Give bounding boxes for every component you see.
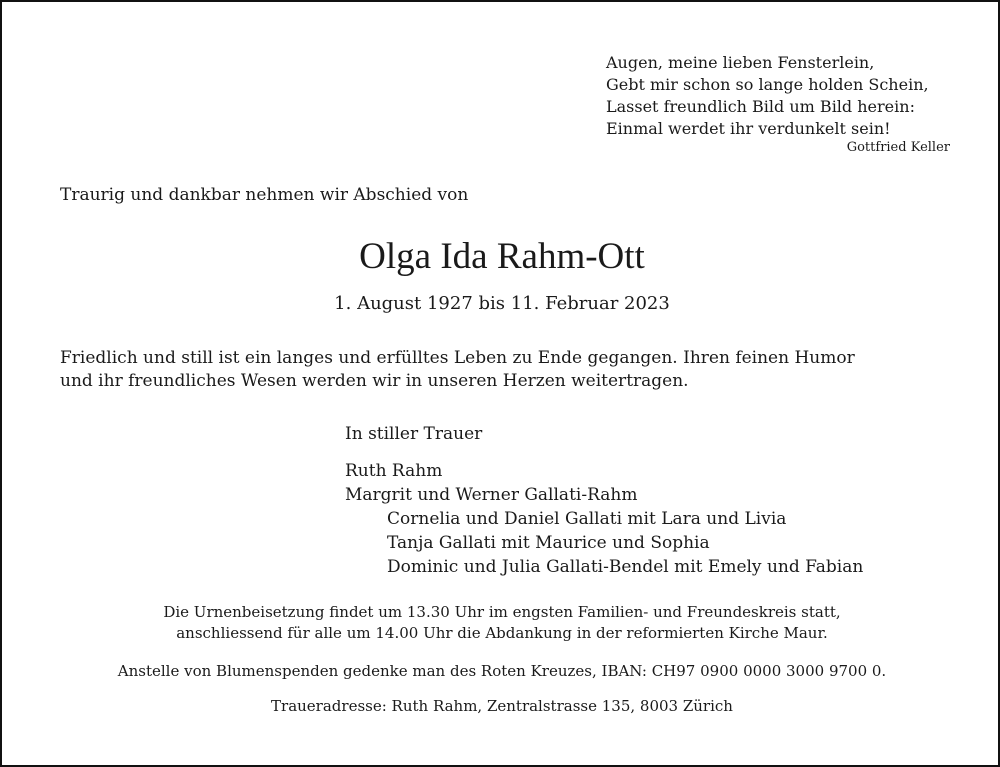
family-list: [345, 459, 863, 579]
grandchild-family: Cornelia und Daniel Gallati mit Lara und Livia: [387, 509, 787, 529]
mourning-label: In stiller Trauer: [345, 424, 483, 444]
poem-line: Gebt mir schon so lange holden Schein,: [606, 75, 929, 94]
poem-author: Gottfried Keller: [846, 140, 950, 155]
family-member: Margrit und Werner Gallati-Rahm: [345, 485, 638, 505]
service-line: Die Urnenbeisetzung findet um 13.30 Uhr im engsten Familien- und Freundeskreis statt,: [163, 603, 841, 621]
intro-text: Traurig und dankbar nehmen wir Abschied von: [60, 185, 469, 205]
grandchild-family: Tanja Gallati mit Maurice und Sophia: [387, 533, 710, 553]
grandchild-family: Dominic und Julia Gallati-Bendel mit Emely und Fabian: [387, 557, 864, 577]
poem-line: Einmal werdet ihr verdunkelt sein!: [606, 119, 891, 138]
message-line: und ihr freundliches Wesen werden wir in unseren Herzen weitertragen.: [60, 371, 689, 391]
deceased-name: Olga Ida Rahm-Ott: [359, 236, 645, 277]
life-dates: 1. August 1927 bis 11. Februar 2023: [334, 293, 670, 314]
service-line: anschliessend für alle um 14.00 Uhr die Abdankung in der reformierten Kirche Maur.: [176, 624, 828, 642]
poem-line: Lasset freundlich Bild um Bild herein:: [606, 97, 915, 116]
service-info: [2, 602, 1000, 644]
message-line: Friedlich und still ist ein langes und erfülltes Leben zu Ende gegangen. Ihren feinen Humor: [60, 348, 855, 368]
memorial-message: [60, 347, 960, 393]
poem-line: Augen, meine lieben Fensterlein,: [606, 53, 875, 72]
poem: [606, 52, 950, 158]
mourning-address: Traueradresse: Ruth Rahm, Zentralstrasse 135, 8003 Zürich: [271, 697, 733, 715]
donation-info: Anstelle von Blumenspenden gedenke man des Roten Kreuzes, IBAN: CH97 0900 0000 3000 9700 0.: [117, 662, 887, 680]
family-member: Ruth Rahm: [345, 461, 443, 481]
